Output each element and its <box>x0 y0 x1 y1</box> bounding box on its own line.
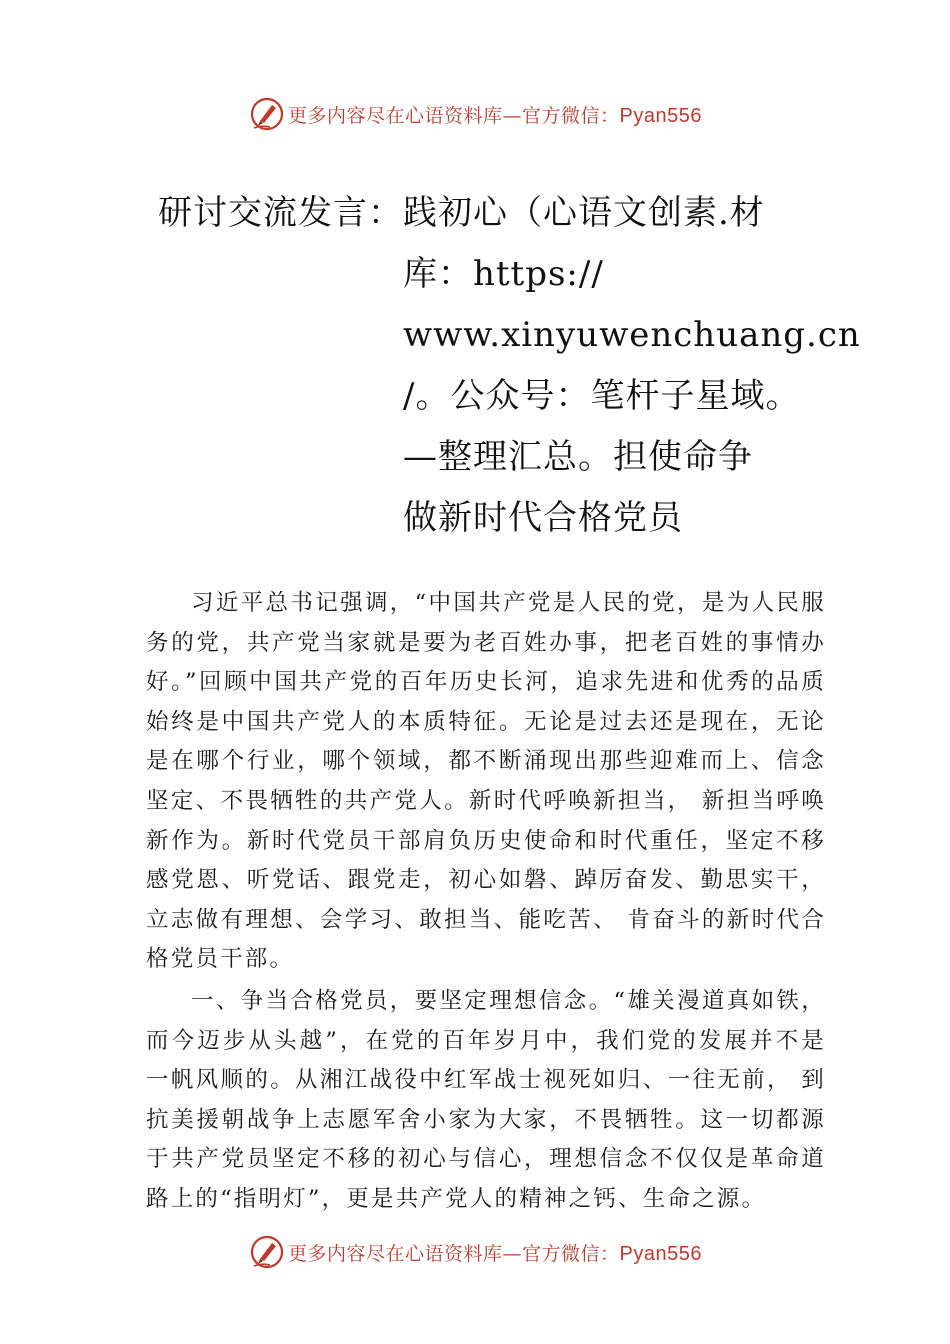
title-line: 做新时代合格党员 <box>403 498 683 538</box>
quill-pen-logo-icon <box>248 1233 286 1271</box>
footer-watermark-banner <box>0 1232 950 1272</box>
banner-wechat-handle: Pyan556 <box>619 1242 702 1265</box>
banner-text: 更多内容尽在心语资料库—官方微信：Pyan556 <box>288 104 702 127</box>
title-line: 践初心（心语文创素.材 <box>403 193 765 233</box>
title-line: —整理汇总。担使命争 <box>403 437 753 477</box>
title-lead: 研讨交流发言： <box>158 193 403 233</box>
document-title <box>158 183 861 549</box>
quill-pen-logo-icon <box>248 95 286 133</box>
document-body <box>146 584 826 1220</box>
banner-text: 更多内容尽在心语资料库—官方微信：Pyan556 <box>288 1242 702 1265</box>
title-line: /。公众号：笔杆子星域。 <box>403 376 801 416</box>
header-watermark-banner <box>0 94 950 134</box>
title-line: 库：https:// <box>403 254 604 294</box>
banner-wechat-handle: Pyan556 <box>619 104 702 127</box>
title-body <box>403 183 861 549</box>
body-paragraph: 一、争当合格党员，要坚定理想信念。“雄关漫道真如铁，而今迈步从头越”，在党的百年岁月中，我们党的发展并不是一帆风顺的。从湘江战役中红军战士视死如归、一往无前， 到抗美援朝战争上志愿军舍小家为大家，不畏牺牲。这一切都源于共产党员坚定不移的初心与信心，理想信念不仅仅是革命道路上的“指明灯”，更是共产党人的精神之钙、生命之源。 <box>146 987 826 1212</box>
body-paragraph: 习近平总书记强调，“中国共产党是人民的党，是为人民服务的党，共产党当家就是要为老百姓办事，把老百姓的事情办好。”回顾中国共产党的百年历史长河，追求先进和优秀的品质始终是中国共产党人的本质特征。无论是过去还是现在，无论是在哪个行业，哪个领域，都不断涌现出那些迎难而上、信念坚定、不畏牺牲的共产党人。新时代呼唤新担当， 新担当呼唤新作为。新时代党员干部肩负历史使命和时代重任，坚定不移感党恩、听党话、跟党走，初心如磐、踔厉奋发、勤思实干，立志做有理想、会学习、敢担当、能吃苦、 肯奋斗的新时代合格党员干部。 <box>146 590 826 973</box>
title-line: www.xinyuwenchuang.cn <box>403 315 861 355</box>
